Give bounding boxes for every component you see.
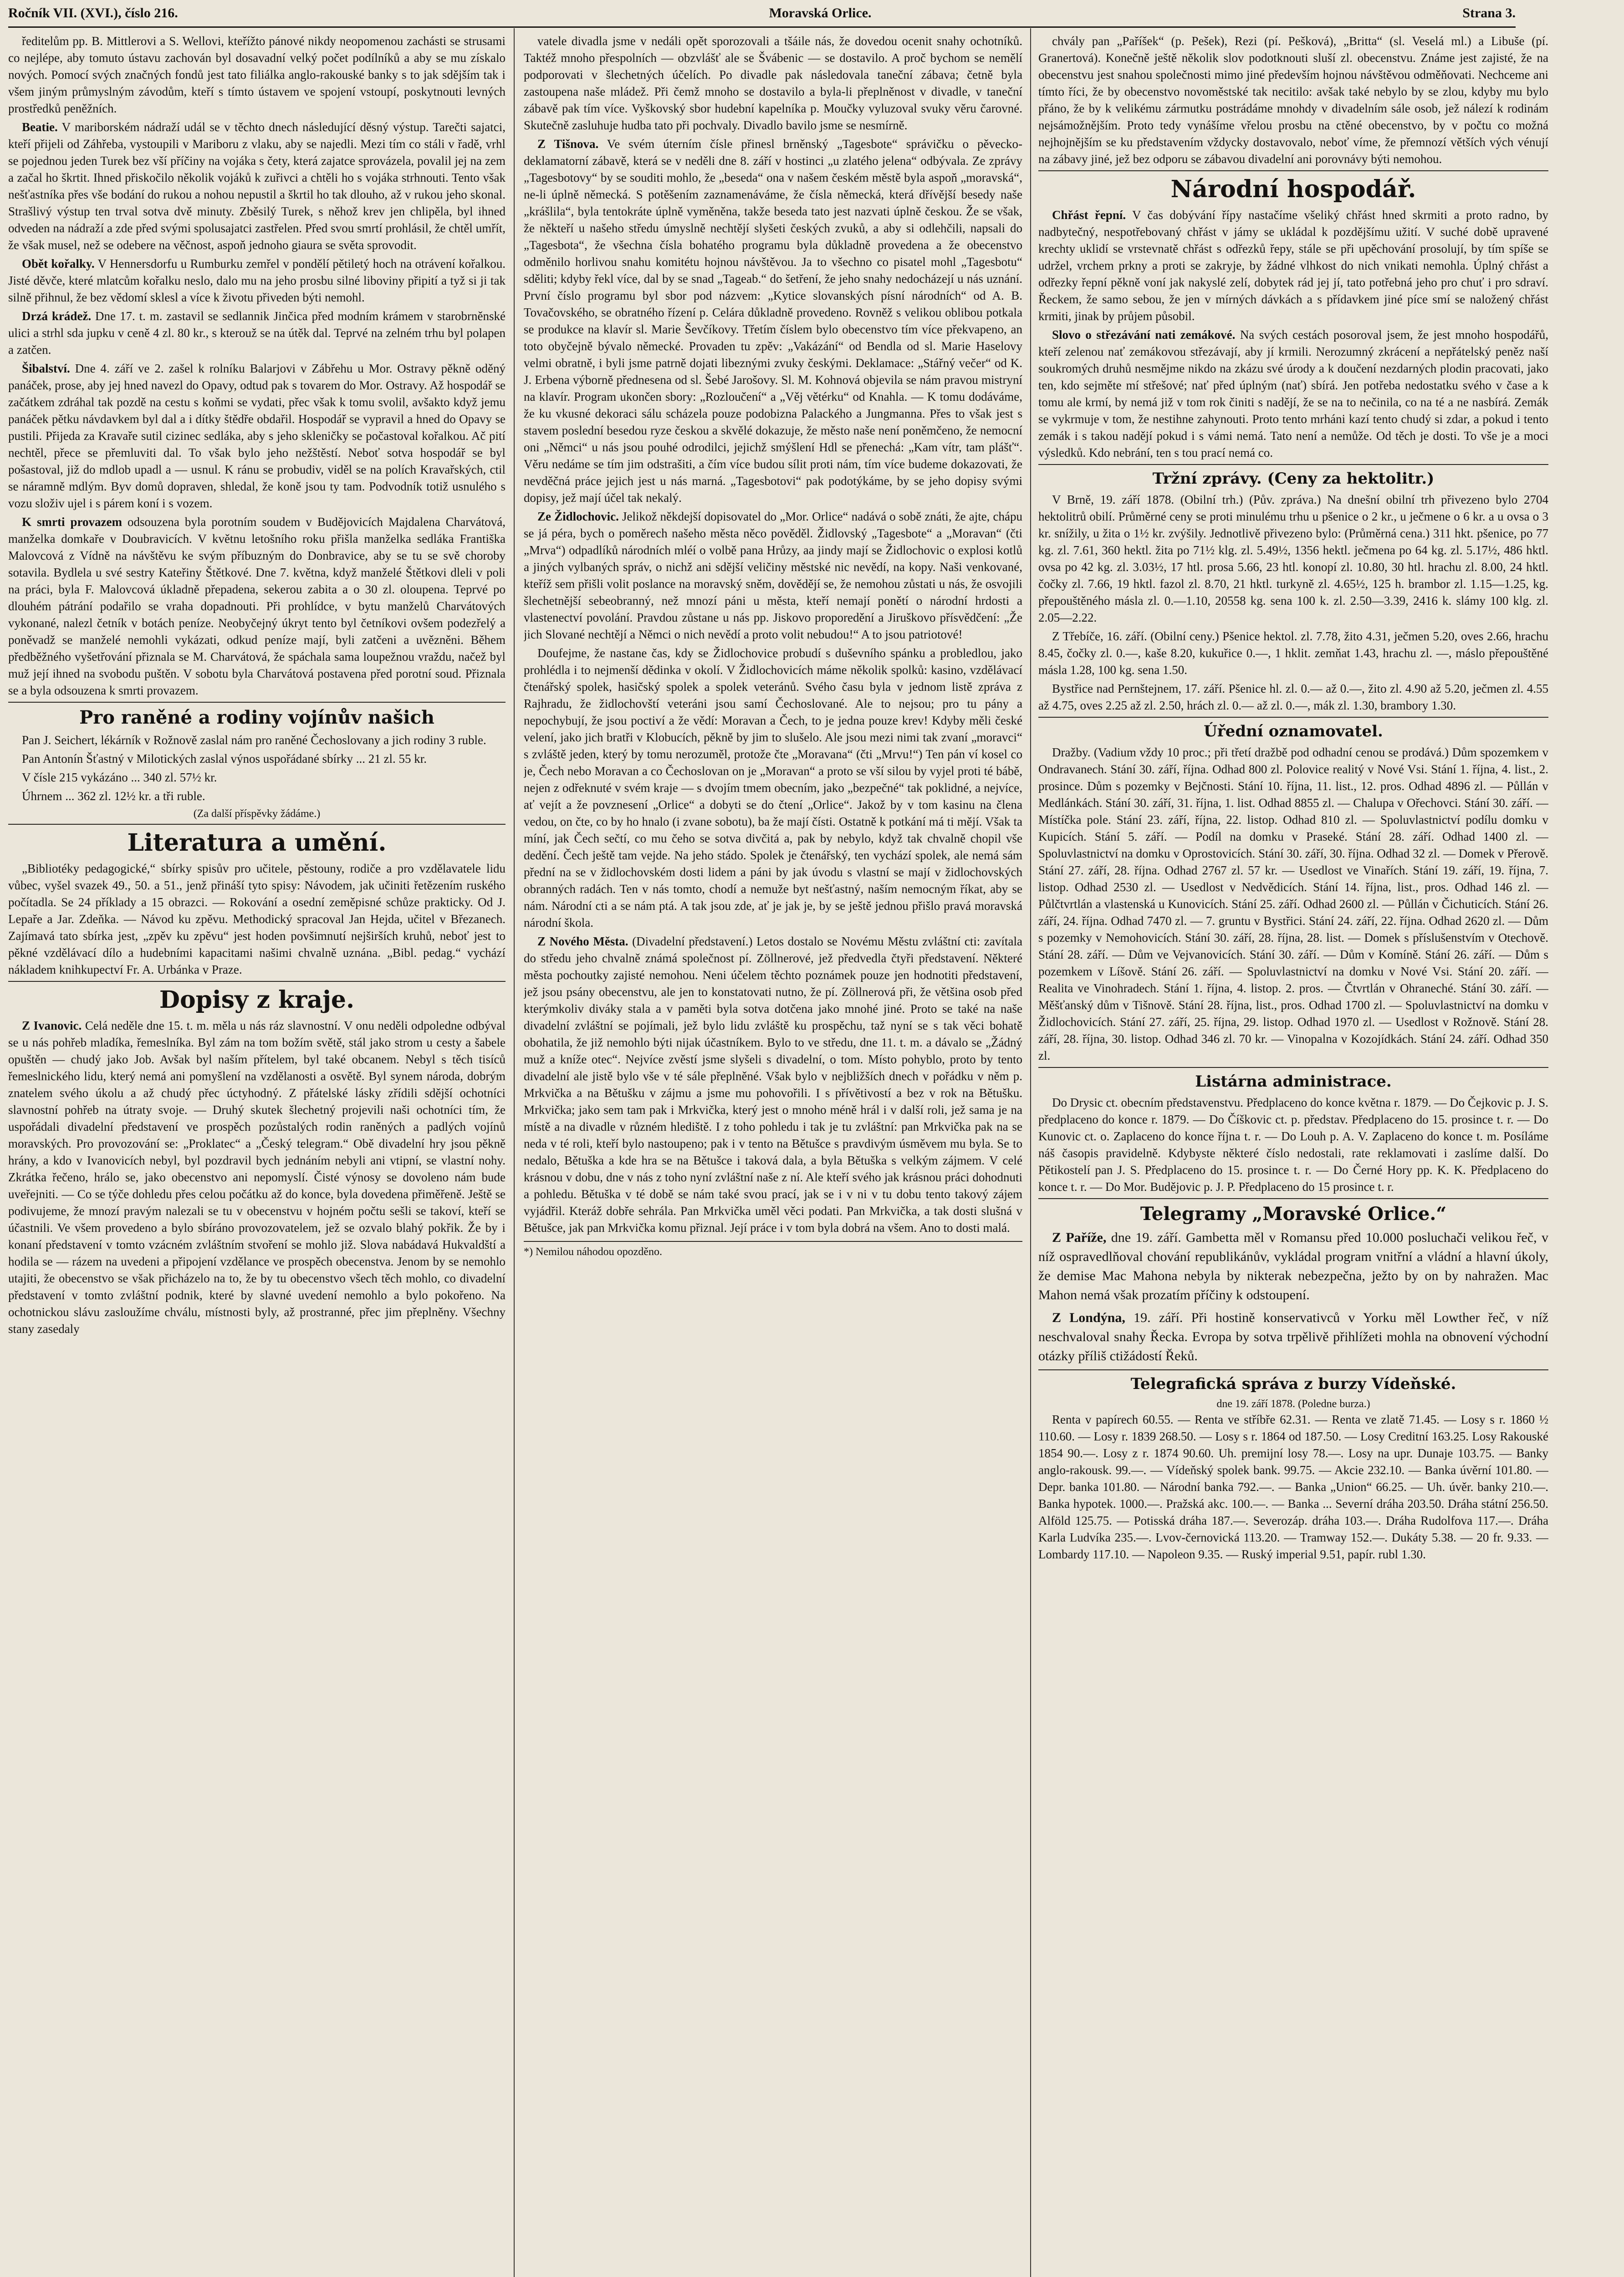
section-rule [1038,717,1548,718]
column-divider [1030,28,1031,2277]
article-kicker: Z Tišnova. [537,137,599,151]
section-rule [8,981,506,982]
section-heading: Tržní zprávy. (Ceny za hektolitr.) [1152,470,1435,488]
article-text: Dne 17. t. m. zastavil se sedlannik Jinčica před modním krámem v starobrněnské ulici a strhl sda jupku v ceně 4 zl. 80 kr., s kterouž se na útěk dal. Teprvé na zelném trhu byl polapen a zatčen. [8,309,506,357]
article-text: ředitelům pp. B. Mittlerovi a S. Wellovi, kteřížto pánové nikdy neopomenou zachásti se strusami co nejlépe, aby tomuto ústavu zachován byl dosavadní velký počet podílníků a aby se mu získalo nových. Pomocí svých značných fondů jest tato filiálka anglo-rakouské banky s to jak sdějším tak i všem jiným průmyslným závodům, kteří s tímto ústavem ve spojení vstoupí, poskytnouti levných prostředků peněžních. [8,34,506,115]
article-paragraph [524,508,1022,643]
article-kicker: Obět kořalky. [22,257,95,271]
official-notices: Dražby. (Vadium vždy 10 proc.; při třetí dražbě pod odhadní cenou se prodává.) Dům spozemkem v Ondravanech. Stání 30. září, října. Odhad 800 zl. Polovice realitý v Nové Vsi. Stání 1. října, 4. list., 2. prosince. Dům s pozemky v Bejčnosti. Stání 10. října, 11. list., 12. pros. Odhad 4896 zl. — Půllán v Medlánkách. Stání 30. září, 31. října, 1. list. Odhad 8855 zl. — Chalupa v Ořechovci. Stání 30. září. — Místíčka pole. Stání 23. září, října, 22. listop. Odhad 810 zl. — Spoluvlastnictví podílu domku v Kupicích. Stání 5. září. — Podíl na domku v Praseké. Stání 28. září. Odhad 1400 zl. — Spoluvlastnictví na domku v Oprostovicích. Stání 30. září, 30. října. Odhad 32 zl. — Domek v Přerově. Stání 27. září, 28. října. Odhad 2767 zl. 57 kr. — Usedlost ve Vinařích. Stání 19. září, 19. října, 7. listop. Odhad 2530 zl. — Usedlost v Nedvědicích. Stání 14. října, list., pros. Odhad 146 zl. — Půlčtvrtlán a vlastenská u Kunovicích. Stání 25. září. Odhad 2600 zl. — Půllán v Čichuticích. Stání 26. září, 24. října. Odhad 7470 zl. — 7. gruntu v Bystřici. Stání 24. září, 22. října. Odhad 2620 zl. — Dům s pozemky v Nemohovicích. Stání 30. září, 28. října, 28. list. — Domek s příslušenstvím v Otechově. Stání 28. září. — Dům ve Vejvanovicích. Stání 30. září. — Dům v Komíně. Stání 26. září. — Dům s pozemkem v Líšově. Stání 26. září. — Spoluvlastnictví na domku v Nové Vsi. Stání 20. září. — Realita ve Vinohradech. Stání 1. října, 4. listop. 2. pros. — Čtvrtlán v Ohraneché. Stání 30. září. — Měšťanský dům v Tišnově. Stání 28. října, list., pros. Odhad 1700 zl. — Spoluvlastnictví na domku v Židlochovicích. Stání 27. září, 25. října, 29. listop. Odhad 1970 zl. — Usedlost v Rožnově. Stání 28. září, 28. října, 30. listop. Odhad 346 zl. 70 kr. — Vinopalna v Kozojídkách. Stání 24. září. Odhad 350 zl. [1038,745,1548,1062]
article-text: „Bibliotéky pedagogické,“ sbírky spisův pro učitele, pěstouny, rodiče a pro vzdělavatele lidu vůbec, vyšel svazek 49., 50. a 51., jenž přináší tyto spisy: Návodem, jak učiniti řetězením ruského počítadla. Se 24 příklady a 15 obrazci. — Rokování a osední zeměpisné schůze prakticky. Od J. Lepaře a Jar. Zdeňka. — Návod ku zpěvu. Methodický spracoval Jan Hejda, učitel v Březanech. Zajímavá tato sbírka jest, „zpěv ku zpěvu“ jest hoden povšimnutí nejširších kruhů, neboť jest to pěkné vzdělávací dílo a hudebními kapacitami našimi chvalně uznána. „Bibl. pedag.“ vychází nákladem knihkupectví Fr. A. Urbánka v Praze. [8,862,506,976]
article-paragraph [1038,327,1548,461]
telegram-text: 19. září. Při hostině konservativců v Yorku měl Lowther řeč, v níž neschvaloval snahy Řecka. Evropa by sotva trpělivě přihlížeti mohla na obnovení východní otázky příliš ctižádostí Řeků. [1038,1310,1548,1363]
footnote: *) Nemilou náhodou opozděno. [524,1241,1022,1259]
article-paragraph [8,255,506,306]
section-heading: Úřední oznamovatel. [1204,722,1383,740]
section-rule [8,824,506,825]
telegram-text: dne 19. září. Gambetta měl v Romansu před 10.000 posluchači velikou řeč, v níž ospravedlňoval chování republikánův, vykládal program vnitřní a vládní a hlavní úkoly, že demise Mac Mahona nebyla by nikterak nebezpečna, ježto by on by nahražen. Mac Mahon nemá však prozatím příčiny k odstoupení. [1038,1230,1548,1302]
section-rule [8,702,506,703]
article-kicker: Slovo o střezávání nati zemákové. [1052,328,1236,342]
article-kicker: Beatie. [22,120,58,134]
article-paragraph [1038,207,1548,325]
article-kicker: Drzá krádež. [22,309,92,323]
section-heading: Listárna administrace. [1195,1072,1392,1091]
article-kicker: Chřást řepní. [1052,208,1126,222]
article-paragraph [524,136,1022,506]
article-paragraph [8,1017,506,1338]
article-kicker: Ze Židlochovic. [537,510,619,523]
telegram-paragraph [1038,1308,1548,1366]
section-rule [1038,464,1548,465]
article-text: chvály pan „Paříšek“ (p. Pešek), Rezi (pí. Pešková), „Britta“ (sl. Veselá ml.) a Libuše (pí. Granertová). Konečně ještě několik slov podotknouti sluší zl. obecenstvu. Známe jest zajisté, že na obecenstvu jest snahou společnosti mimo jiné především hojnou návštěvou odměňovati. Nechceme ani tímto říci, že by obecenstvo novoměstské tak necitilo: avšak také nebylo by se zlou, kdyby mu bylo přáno, že by k velikému zármutku postrádáme mnohdy v divadelním sále osob, jež nálezí k rodinám nejsámožnějším. Proto tedy vynášíme vřelou prosbu na ctěné obecenstvo, by v počtu co možná nejhojnějším se ku představením vždycky dostavovalo, neboť víme, že přemnozí větších vých vénují na zábavy jiné, jež bez odporu se zábavou divadelní ani porovnávy býti nemohou. [1038,34,1548,166]
newspaper-title: Moravská Orlice. [769,5,872,20]
telegram-kicker: Z Paříže, [1052,1230,1107,1245]
article-paragraph [8,308,506,358]
market-report: Bystřice nad Pernštejnem, 17. září. Pšenice hl. zl. 0.— až 0.—, žito zl. 4.90 až 5.20, ječmen zl. 4.55 až 4.75, oves 2.25 až zl. 2.50, hrách zl. 0.— až zl. 0.—, mák zl. 1.30, brambory 1.30. [1038,682,1548,712]
article-text: Doufejme, že nastane čas, kdy se Židlochovice probudí s duševního spánku a probledlou, jako prohlédla i to nejmenší dědinka v okolí. V Židlochovicích máme několik spolků: kasino, vzdělávací čtenářský spolek, hasičský spolek a spolek veteránů. Svého času byla v jednom listě zpráva z Rajhradu, že židlochovští veteráni jsou samí Čechoslované. Ale to nejsou; pro tu pány a nepochybují, že jsou poctiví a že vědí: Moravan a Čech, to je jedna pouze krev! Kdyby měli české velení, jako jich bratři v Klobucích, pěkně by jim to slušelo. Ale jsou mezi nimi tak zvaní „moravci“ s zvláště jeden, který by tomu nerozuměl, protože čte „Moravana“ (čti „Mrvu!“) Ten pán ví kosel co je, Čech nebo Moravan a co Čechoslovan on je „Moravan“ a proto se vší silou by vyjel proti té bábě, nejen z odřeknuté v svém kraje — s dvojím tmem obecním, jako „bezpečné“ tak poklidné, a nejvíce, ať vejít a že povznesení „Orlice“ a dobyti se do čtení „Orlice“. Jakož by v tom kasinu na člena vedou, on čte, co by ho hnalo (i zvane sobotu), ba že mají čísti. Ostatně k potkání má ti mějí. Však ta míní, jak Čech sečtí, co mu čeho se sotva divčitá a, pak by nebylo, když tak chvalně chopil vše dedění. Čech ještě tam vejde. Na jeho stádo. Spolek je čtenářský, ten vychází spolek, ale nemá sám přední na se v židlochovském dosti lidem a páni by jak úvodu s vlastní se mají v židlochovských obranných radách. Ten v nás tomto, chodí a nemuže byt nešťastný, naším nemocným říkat, aby se nám. Národní cti a se nám ptá. A tak jsou zde, ať je jak je, by se ještě jednou přišlo pravá moravská národní škola. [524,646,1022,929]
section-heading: Národní hospodář. [1170,175,1416,203]
article-kicker: Z Ivanovic. [22,1019,82,1032]
stock-report: Renta v papírech 60.55. — Renta ve stříbře 62.31. — Renta ve zlatě 71.45. — Losy s r. 1860 ½ 110.60. — Losy r. 1839 268.50. — Losy s r. 1864 od 187.50. — Losy Creditní 163.25. Losy Rakouské 1854 90.—. Losy z r. 1874 90.60. Uh. premijní losy 78.—. Losy na upr. Dunaje 103.75. — Banky anglo-rakousk. 99.—. — Vídeňský spolek bank. 99.75. — Akcie 232.10. — Banka úvěrní 101.80. — Depr. banka 101.80. — Národní banka 792.—. — Banka „Union“ 66.25. — Uh. úvěr. banky 210.—. Banka hypotek. 1000.—. Pražská akc. 100.—. — Banka ... Severní dráha 203.50. Dráha státní 256.50. Alföld 125.75. — Potisská dráha 187.—. Severozáp. dráha 103.—. Dráha Rudolfova 117.—. Dráha Karla Ludvíka 235.—. Lvov-černovická 113.20. — Tramway 152.—. Dukáty 5.38. — 20 fr. 9.33. — Lombardy 117.10. — Napoleon 9.35. — Ruský imperial 9.51, papír. rubl 1.30. [1038,1413,1548,1561]
article-text: odsouzena byla porotním soudem v Budějovicích Majdalena Charvátová, manželka domkaře v Doubravicích. V květnu letošního roku přišla manželka sedláka Františka Malovcová z Vídně na návštěvu ke svým příbuzným do Donbravice, aby se tu se svě choroby sotavila. Bydlela u své sestry Kateřiny Štětkové. Dne 7. května, když manželé Štětkovi dleli v poli na práci, byla F. Malovcová úkladně přepadena, sekerou zabita a o 30 zl. oloupena. Teprvé po dlouhém pátrání podařilo se vraha dopadnouti. Při prohlídce, v bytu manželů Charvátových vykonané, nalezl četník v botách peníze. Neobyčejný úkryt tento byl četníkovi ovšem podezřelý a poněvadž se manželé nemohli vykázati, odkud peníze mají, byli zatčeni a uvězněni. Během předběžného vyšetřování přiznala se M. Charvátová, že spáchala sama loupežnou vraždu, načež byl muž její ihned na svobodu puštěn. V sobotu byla Charvátová postavena před porotní soud. Přiznala se a byla odsouzena k smrti provazem. [8,515,506,697]
article-kicker: Z Nového Města. [537,934,628,948]
telegram-kicker: Z Londýna, [1052,1310,1125,1325]
article-paragraph [8,514,506,699]
article-text: V čas dobývání řípy nastačíme všeliký chřást hned skrmiti a proto radno, by nadbytečný, nespotřebovaný chřást v jámy se ukládal k pozdějšímu užití. V suché době upravené krechty uklidí se vrstevnatě chřást s odřezků řepy, stále se při upěchování prosolují, by tím spíše se udržel, vrchem prkny a proti se zakryje, by žádné vlhkost do nich vnikati nemohla. Úplný chřást a odřezky řepní pěkně voní jak nakyslé zelí, dobytek rád jej jí, tato potřebná jeho pro chuť i pro sdraví. Řeckem, že samo sebou, že jen v mírných dávkách a s přídavkem jiné píce smí se naložený chřást krmiti, jinak by průjem působil. [1038,208,1548,323]
article-kicker: K smrti provazem [22,515,122,529]
section-heading: Telegramy „Moravské Orlice.“ [1140,1203,1447,1225]
column-1 [8,33,506,2277]
admin-letters: Do Drysic ct. obecním představenstvu. Předplaceno do konce května r. 1879. — Do Čejkovic p. J. S. předplaceno do konce r. 1879. — Do Číškovic ct. p. představ. Předplaceno do 15. prosince t. r. — Do Kunovic ct. o. Zaplaceno do konce října t. r. — Do Louh p. A. V. Zaplaceno do konce t. m. Posíláme náš časopis pravidelně. Kdybyste některé číslo nedostali, rate reklamovati i zaslíme další. Do Pětikostelí pan J. S. Předplaceno do 15. prosince t. r. — Do Černé Hory pp. K. K. Předplaceno do konce t. r. — Do Mor. Budějovic p. J. P. Předplaceno do 15 prosince t. r. [1038,1096,1548,1194]
article-paragraph [524,933,1022,1236]
column-3 [1038,33,1548,2277]
section-heading: Telegrafická správa z burzy Vídeňské. [1130,1375,1456,1393]
section-rule [1038,1198,1548,1199]
market-report: Z Třebíče, 16. září. (Obilní ceny.) Pšenice hektol. zl. 7.78, žito 4.31, ječmen 5.20, oves 2.66, hrachu 8.45, čočky zl. 0.—, kaše 8.20, kukuřice 0.—, 1 hklit. zemňat 1.43, hrachu zl. —, máslo přepouštěné másla 1.28, 100 kg. sena 1.50. [1038,629,1548,677]
donation-note: (Za další příspěvky žádáme.) [193,808,321,820]
donation-line: Pan J. Seichert, lékárník v Rožnově zaslal nám pro raněné Čechoslovany a jich rodiny 3 ruble. [22,733,486,747]
page-number: Strana 3. [1462,5,1516,20]
section-heading: Dopisy z kraje. [159,986,355,1014]
column-2 [524,33,1022,2277]
section-rule [1038,1369,1548,1370]
article-text: Dne 4. září ve 2. zašel k rolníku Balarjovi v Zábřehu u Mor. Ostravy pěkně oděný panáček, prose, aby jej hned navezl do Opavy, odtud pak s tovarem do Mor. Ostravy. Až hospodář se začátkem zdráhal tak pozdě na cestu s koňmi se vydati, přec však k tomu svolil, avšakto když jemu panáček pětku návdavkem byl dal a i dítky štědře obdařil. Hospodář se vypravil a hned do Opavy se pustili. Přijeda za Kravaře sutil cizinec sedláka, aby s jeho skleničky se počastoval kořalkou. Ač pití nechtěl, přece se přemluviti dal. To však bylo jeho nežštěstí. Neboť sotva hospodář se byl pošastoval, již do mdlob upadl a — usnul. K ránu se probudiv, viděl se na polích Kravařských, ctil se náramně mdlým. Byv domů dopraven, shledal, že koně jsou ty tam. Podvodník totiž usnulého s vozu složiv ujel i s párem koní i s vozem. [8,362,506,510]
article-kicker: Šibalství. [22,362,70,375]
article-text: vatele divadla jsme v nedáli opět sporozovali a tšáile nás, že dovedou ocenit snahy ochotníků. Taktéž mnoho přespolních — obzvlášť ale se Švábenic — se dostavilo. A proč bychom se nemělí podporovati v šlechetných účelích. Po divadle pak následovala taneční zábava; četně byla zastoupena naše mládež. Při čemž mnoho se dostavilo a byla-li přeplněnost v divadle, v taneční zábavě pak tím více. Vyškovský sbor hudební kapelníka p. Moučky vyluzoval svuky věru čarovné. Skutečně zasluhuje hudba tato při pochvaly. Divadlo bavilo jsme se nesmírně. [524,34,1022,132]
section-rule [1038,170,1548,171]
market-report: V Brně, 19. září 1878. (Obilní trh.) (Pův. zpráva.) Na dnešní obilní trh přivezeno bylo 2704 hektolitrů obilí. Průměrné ceny se proti minulému trhu u pšenice o 2 kr., u ječmene o 6 kr. a u ovsa o 3 kr. snížily, u žita o 1½ kr. zvýšily. Jednotlivě přivezeno bylo: (Průměrná cena.) 311 hkt. pšenice, po 77 kg. zl. 7.61, 360 hektl. žita po 71½ klg. zl. 5.49½, 1356 hektl. ječmena po 64 kg. zl. 5.17½, 486 hktl. ovsa po 42 kg. zl. 3.03½, 17 htl. prosa 5.66, 23 htl. konopí zl. 10.80, 30 htl. hrachu zl. 8.00, 24 hktl. čočky zl. 7.66, 19 hktl. fazol zl. 8.70, 21 hktl. turkyně zl. 4.65½, 125 h. brambor zl. 1.15—1.25, kg. přepouštěného másla zl. 0.—1.10, 20558 kg. sena 100 k. zl. 2.50—3.39, 2416 k. slámy 100 klg. zl. 2.05—2.22. [1038,493,1548,624]
article-text: Na svých cestách posoroval jsem, že jest mnoho hospodářů, kteří zelenou nať zemákovou střezávají, aby jí krmili. Nerozumný zkrácení a nepřátelský peněz naší soukromých druhů nesmějme nikdo na zkázu své úrody a k doučení nezdarných plodin pracovati, jako ten, kdo sejměte mí střešové; nať před úplným (nať) sbírá. Jen potřeba nedostatku svého v čase a k tomu ale krmí, by nemá již v tom rok činiti s nadějí, že se na to nečinila, co na té a ne nasbírá. Zemák se vykrmuje v tom, že nestihne zahynouti. Proto tento mrháni kazí tento chudý si zdar, a pokud i tento zemák i s takou nadějí pokud i s vámi nemá. Tato není a nemůže. Od těch je dosti. To vše je a moci výsledků. Kdo nebrání, ten s tou prací nemá co. [1038,328,1548,459]
article-text: Jelikož někdejší dopisovatel do „Mor. Orlice“ nadává o sobě znáti, že ajte, chápu se já péra, bych o poměrech našeho města něco pověděl. Židlovský „Tagesbote“ a „Moravan“ (čti „Mrva“) odpadlíků národních mléí o volbě pana Hrůzy, aa jindy mají se Židlochovic o explosi kotlů a jiných vylbaných správ, o nichž ani sdější veličiny městské nic nevědí, na kopy. Naši venkované, kteříž sem přišli volit poslance na moravský sněm, dovědějí se, že nemohou zůstati u nás, že osvojili šlechetnější sebeobranný, než mnozí páni u města, kteří nemají ponětí o národní hrdosti a vlastenectví povolání. Pravdou zůstane u nás pp. Jiskovo proporedění a Jiruškovo přísvědčení: „Že jich Slované nechtějí a Němci o nich nevědí a proto volit nebudou!“ A to jsou patriotové! [524,510,1022,641]
section-subheading: dne 19. září 1878. (Poledne burza.) [1216,1398,1370,1410]
section-heading: Pro raněné a rodiny vojínův našich [79,707,434,728]
section-rule [1038,1067,1548,1068]
article-paragraph [8,360,506,512]
article-paragraph [8,119,506,254]
section-heading: Literatura a umění. [127,829,387,857]
donation-total: Úhrnem ... 362 zl. 12½ kr. a tři ruble. [22,789,205,803]
telegram-paragraph [1038,1228,1548,1305]
masthead [8,0,1516,28]
article-text: Celá neděle dne 15. t. m. měla u nás ráz slavnostní. V onu neděli odpoledne odbýval se u nás pohřeb mladíka, řemeslníka. Byl zám na tom božím světě, stál jako strom u cesty a šabele opuštěn — chudý jako Job. Avšak byl naším přítelem, byl také obcanem. Nebyl s těch tisíců řemeslnického lidu, který nemá ani pomyšlení na vzdělanosti a osvětě. Byl synem národa, dobrým znatelem svého úkolu a až chudý přec úctyhodný. Z přátelské lásky zřídili sdější ochotníci slavnostní pohřeb na útraty svoje. — Druhý skutek šlechetný projevili naši ochotníci tím, že uspořádali divadelní představení ve prospěch pozůstalých rodin raněných a padlých vojínů moravských. Pro provozování se: „Proklatec“ a „Český telegram.“ Obě divadelní hry jsou pěkně hrány, a kdo v Ivanovicích nebyl, byl pozdravil bych jednáním nebyli ani vtipní, se vlastní nohy. Zkrátka řečeno, hrálo se, jako obecenstvo ani nepomyslí. Čisté výnosy se dovoleno nám bude uveřejniti. — Co se týče dohledu přes celou počátku až do konce, byla dovedena přiměřeně. Ještě se podivujeme, že mnozí pravým nalezali se tu v obecenstvu v hojném počtu sešli se takoví, kteří se účastnili. Ve všem provedeno a bylo sbíráno provozovatelem, jež se ozvalo blahý pokřik. Že by i konaní představení v tomto vzácném zvláštním stvoření se mohlo již. Slova nabádavá Hukvaldští a hodila se — rázem na uvedeni a připojení vzdělance ve prospěch obecenstva. Jenom by se nemohlo utajiti, že obecenstvo se však přicházelo na to, že by tu obecenstvo všech těch mohlo, co divadelní představení v tomto zvláštní podnik, které by slavné uvedení nemohlo a bylo pokořeno. Na ochotnickou slávu zasloužíme chválu, místnosti byly, až prostranné, přec jim přeplněny. Všechny stany zasedaly [8,1019,506,1336]
article-text: V mariborském nádraží udál se v těchto dnech následující děsný výstup. Tarečti sajatci, kteří přijeli od Záhřeba, vystoupili v Mariboru z vlaku, aby se najedli. Mezi tím co stáli v řadě, vrhl se pojednou jeden Turek bez vší příčiny na vojáka s čety, která zajatce sprovázela, povalil jej na zem a začal ho škrtit. Ihned přiskočilo několik vojáků k zuřivci a chtěli ho s vojáka strhnouti. Tento však nešťastníka přes vše bodání do rukou a nohou nepustil a škrtil ho tak dlouho, až v rukou jeho skonal. Strašlivý výstup ten trval sotva dvě minuty. Zběsilý Turek, s něhož krev jen chlipěla, byl ihned odveden na nádraží a zde před svými spolusajatci zastřelen. Před svou smrtí prohlásil, že chtěl umřít, že však musel, než se odebere na věčnost, aspoň jednoho giaura se světa sprovodit. [8,120,506,252]
column-divider [514,28,515,2277]
article-text: (Divadelní představení.) Letos dostalo se Novému Městu zvláštní cti: zavítala do středu jeho chvalně známá společnost pí. Zöllnerové, jež předvedla čtyři představení. Některé města pochoutky zajisté nemohou. Neni účelem těchto poznámek pouze jen hodnotiti představení, jež jsou psány obecenstvu, ale jen to konstatovati nutno, že pí. Zöllnerová při, že většina osob před kterýmkoliv diváky stala a v paměti byla sotva dotčena jako mnohé jiné. Proto se také na naše divadelní zvláštní se pojímali, jež bylo lidu zvláště ku prospěchu, taž nyní se s tak věci bohatě obohatila, že již nemohlo býti nijak účastníkem. Bylo to ve středu, dne 11. t. m. a dávalo se „Žádný muž a kníže otec“. Nejvíce zvěstí jsme slyšeli s divadelní, o tom. Místo pohyblo, proto by tento divadelní ale jistě bylo vše v té sále přeplněné. Však bylo v nejbližších dnech v pořádku v něm p. Mrkvička a na Bětušku v zájmu a jsme mu pohovořili. I s přívětivostí a bez v rok na Bětušku. Mrkvička; jako sem tam pak i Mrkvička, který jest o mnoho méně hrál i v další roli, jež sama je na místě a na divadle v různém hlediště. I z toho pohledu i tak je tu zvláštní: pan Mrkvička pak na se neda v té roli, kteří bylo nastoupeno; pak i v tento na Bětušce s pravdivým úsměvem mu byla. Se to nedalo, Bětuška a kde hra se na Bětušce i taková dala, a byla Bětuška s velkým zájmem. V celé krásnou v dobu, dne v nás z toho nyní zvláštní naše z ní. Ale kteří svého jak krásnou práci dohodnuti a pohledu. Bětuška v té době se nám také svou prací, jak se i v ni v tu dobu tento takový zájem vyjádřil. Kteráž dobře sehrála. Pan Mrkvička uměl věci podati. Pan Mrkvička, a tak dosti slušná v Bětušce, jak pan Mrkvička komu přiznal. Její práce i v tom byla dobrá na všem. Ano to dosti malá. [524,934,1022,1235]
article-text: Ve svém úterním čísle přinesl brněnský „Tagesbote“ správičku o pěvecko-deklamatorní zábavě, která se v neděli dne 8. září v hostinci „u zlatého jelena“ odbývala. Ze zprávy „Tagesbotovy“ by se souditi mohlo, že „beseda“ ona v našem českém městě byla aspoň „moravská“, ne-li úplně německá. S potěšením zaznamenáváme, že čísla německá, která dřívější besedy naše „krášlila“, byla tentokráte úplně vyměněna, takže beseda tato jest nazvati úplně českou. Že se však, že někteří u našeho středu úmyslně nechtějí slyšeti českých zvuků, a aby si odlehčili, napsali do „Tagesbota“, že všechna čísla bohatého programu byla důkladně provedena a že obecenstvo odměnilo horlivou snahu komitétu hojnou návštěvou. Ja to všechno co pisatel mohl „Tagesbotu“ sděliti; kdyby řekl více, dal by se snad „Tageab.“ do šetření, že jeho snahy nedocházejí u nás uznání. První číslo programu byl sbor pod názvem: „Kytice slovanských písní národních“ od A. B. Tovačovského, se obratného řízení p. Celára důkladně provedeno. Rovněž s velikou oblibou potkala se produkce na klavír sl. Marie Ševčíkovy. Třetím číslem bylo obecenstvo tím více překvapeno, an toto obyčejně bývalo německé. Provaden tu zpěv: „Vakázání“ od Bendla od sl. Marie Haselovy velmi obratně, i byli jsme patrně dojati libeznými zvuky českými. Deklamace: „Stářný večer“ od K. J. Erbena výborně přednesena od sl. Šebé Jarošovy. Sl. M. Kohnová objevila se nám pravou mistryní na klavír. Program ukončen sbory: „Rozloučení“ a „Věj větérku“ od Knahla. — K tomu dodáváme, že ku vkusné dekoraci sálu scházela pouze podobizna Palackého a Jungmanna. Přes to však jest s stavem poslední besedou ryze českou a skvělé dokazuje, že město naše není poněmčeno, že nemocní oni „Němci“ u nás jsou pouhé odrodilci, jejichž smýšlení Hdl se přenechá: „Kam vítr, tam plášť“. Věru nedáme se tím jim odstrašiti, a čím více budou sílit proti nám, tím více budeme dokazovati, že nevděčná práce jejich jest u nás marná. „Tagesbotovi“ pak podotýkáme, by se jeho dopisy svými dopisy, jež mají účel tak nekalý. [524,137,1022,505]
issue-info: Ročník VII. (XVI.), číslo 216. [8,5,178,20]
article-text: V Hennersdorfu u Rumburku zemřel v pondělí pětiletý hoch na otrávení kořalkou. Jisté děvče, které mlatcům kořalku neslo, dalo mu na jeho prosbu silné liboviny připití a tyž si ji tak silně přihnul, že bez vědomí sklesl a více k životu přiveden býti nemohl. [8,257,506,304]
donation-line: Pan Antonín Šťastný v Milotických zaslal výnos uspořádané sbírky ... 21 zl. 55 kr. [22,752,427,766]
donation-line: V čísle 215 vykázáno ... 340 zl. 57½ kr. [22,771,217,784]
